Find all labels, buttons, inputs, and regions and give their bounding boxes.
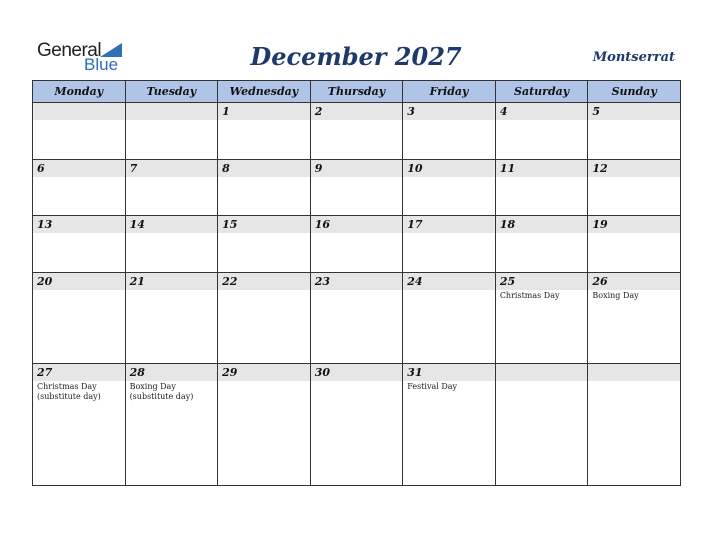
weekday-wednesday: Wednesday bbox=[218, 81, 311, 103]
day-cell bbox=[218, 272, 311, 363]
day-number: 20 bbox=[33, 273, 125, 290]
week-row bbox=[33, 216, 681, 273]
weekday-tuesday: Tuesday bbox=[125, 81, 218, 103]
day-number: 7 bbox=[126, 160, 218, 177]
day-number: 25 bbox=[496, 273, 588, 290]
day-cell bbox=[125, 159, 218, 216]
day-cell bbox=[403, 103, 496, 160]
weekday-friday: Friday bbox=[403, 81, 496, 103]
day-number: 15 bbox=[218, 216, 310, 233]
week-row bbox=[33, 272, 681, 363]
weekday-saturday: Saturday bbox=[495, 81, 588, 103]
day-cell bbox=[403, 363, 496, 485]
day-number: 3 bbox=[403, 103, 495, 120]
day-cell bbox=[310, 272, 403, 363]
day-cell bbox=[310, 363, 403, 485]
calendar-title: December 2027 bbox=[250, 42, 462, 71]
holiday-label: Christmas Day (substitute day) bbox=[37, 381, 101, 401]
day-cell bbox=[495, 103, 588, 160]
day-cell bbox=[310, 159, 403, 216]
calendar-grid bbox=[32, 80, 681, 486]
day-cell bbox=[125, 363, 218, 485]
day-number: 8 bbox=[218, 160, 310, 177]
day-cell bbox=[218, 363, 311, 485]
weekday-header-row bbox=[33, 81, 681, 103]
day-number: 11 bbox=[496, 160, 588, 177]
day-cell bbox=[588, 272, 681, 363]
day-number: 12 bbox=[588, 160, 680, 177]
day-cell bbox=[403, 159, 496, 216]
day-number: 1 bbox=[218, 103, 310, 120]
day-cell bbox=[310, 216, 403, 273]
day-number bbox=[126, 103, 218, 120]
day-number: 21 bbox=[126, 273, 218, 290]
day-cell bbox=[495, 159, 588, 216]
week-row bbox=[33, 159, 681, 216]
day-cell bbox=[33, 159, 126, 216]
day-number: 2 bbox=[311, 103, 403, 120]
holiday-label: Christmas Day bbox=[499, 290, 560, 300]
day-cell bbox=[125, 103, 218, 160]
day-number bbox=[33, 103, 125, 120]
day-number: 6 bbox=[33, 160, 125, 177]
week-row bbox=[33, 103, 681, 160]
day-number: 14 bbox=[126, 216, 218, 233]
day-cell bbox=[310, 103, 403, 160]
logo-blue-text: Blue bbox=[84, 55, 119, 74]
day-number: 27 bbox=[33, 364, 125, 381]
day-number: 31 bbox=[403, 364, 495, 381]
weekday-monday: Monday bbox=[33, 81, 126, 103]
day-number: 9 bbox=[311, 160, 403, 177]
day-number: 29 bbox=[218, 364, 310, 381]
day-number bbox=[496, 364, 588, 381]
day-cell bbox=[125, 216, 218, 273]
day-number: 18 bbox=[496, 216, 588, 233]
day-number bbox=[588, 364, 680, 381]
day-number: 5 bbox=[588, 103, 680, 120]
day-number: 30 bbox=[311, 364, 403, 381]
holiday-label: Boxing Day (substitute day) bbox=[129, 381, 194, 401]
day-cell bbox=[33, 272, 126, 363]
day-cell bbox=[588, 216, 681, 273]
day-cell bbox=[403, 216, 496, 273]
day-cell bbox=[588, 103, 681, 160]
day-cell bbox=[33, 103, 126, 160]
day-number: 24 bbox=[403, 273, 495, 290]
day-number: 22 bbox=[218, 273, 310, 290]
holiday-label: Boxing Day bbox=[592, 290, 639, 300]
logo-general-text: General bbox=[37, 40, 102, 61]
day-cell bbox=[495, 363, 588, 485]
day-cell bbox=[588, 363, 681, 485]
day-cell bbox=[403, 272, 496, 363]
day-cell bbox=[218, 103, 311, 160]
day-number: 4 bbox=[496, 103, 588, 120]
day-number: 17 bbox=[403, 216, 495, 233]
day-cell bbox=[125, 272, 218, 363]
weekday-sunday: Sunday bbox=[588, 81, 681, 103]
day-cell bbox=[495, 272, 588, 363]
weekday-thursday: Thursday bbox=[310, 81, 403, 103]
day-cell bbox=[33, 363, 126, 485]
day-cell bbox=[495, 216, 588, 273]
day-cell bbox=[33, 216, 126, 273]
day-number: 13 bbox=[33, 216, 125, 233]
day-number: 19 bbox=[588, 216, 680, 233]
day-cell bbox=[218, 216, 311, 273]
holiday-label: Festival Day bbox=[407, 381, 458, 391]
country-name: Montserrat bbox=[592, 50, 675, 65]
day-number: 26 bbox=[588, 273, 680, 290]
day-number: 10 bbox=[403, 160, 495, 177]
day-number: 23 bbox=[311, 273, 403, 290]
week-row bbox=[33, 363, 681, 485]
day-number: 16 bbox=[311, 216, 403, 233]
day-cell bbox=[588, 159, 681, 216]
day-cell bbox=[218, 159, 311, 216]
day-number: 28 bbox=[126, 364, 218, 381]
